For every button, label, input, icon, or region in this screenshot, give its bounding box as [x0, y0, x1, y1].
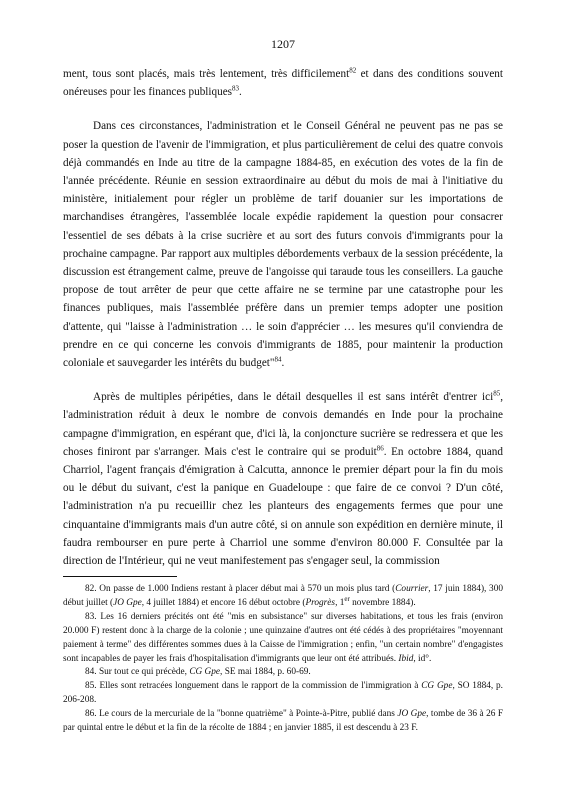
footnote: [63, 680, 503, 708]
footnotes: [63, 583, 503, 736]
footnote: [63, 611, 503, 667]
note-reference: 85: [493, 389, 501, 398]
text-run: .: [239, 86, 242, 99]
text-run: Après de multiples péripéties, dans le détail desquelles il est sans intérêt d'entrer ici: [93, 391, 494, 404]
text-run: 84. Sur tout ce qui précède,: [85, 667, 190, 678]
text-run: 83. Les 16 derniers précités ont été "mis en subsistance" sur diverses habitations, et tous les frais (environ 20.000 F) restent donc à la charge de la colonie ; une quinzaine d'autres ont été cédés à des propriétaires "moyennant paiement à terme" des différentes sommes dues à la Caisse de l'immigration ; enfin, "un certain nombre" d'engagistes sont incapables de payer les frais d'hospitalisation d'immigrants que leur ont été attribués.: [63, 611, 503, 664]
main-text: [63, 65, 503, 570]
text-run: , 17 juin 1884), 300 début juillet (: [63, 584, 503, 608]
text-run: 85. Elles sont retracées longuement dans le rapport de la commission de l'immigration à: [85, 681, 422, 692]
text-run: .: [281, 357, 285, 370]
note-reference: 84: [274, 355, 282, 364]
text-run: , id°.: [413, 653, 432, 664]
italic-text: Progrès: [305, 597, 336, 608]
paragraph: [63, 388, 503, 570]
footnote: [63, 583, 503, 611]
paragraph: [63, 65, 503, 101]
footnote-separator: [63, 576, 177, 577]
paragraph: [63, 117, 503, 372]
text-run: . En octobre 1884, quand Charriol, l'agent français d'émigration à Calcutta, annonce le premier départ pour la fin du mois ou le début du suivant, c'est la panique en Guadeloupe : que faire de ce convoi ? D'un côté, l'administration n'a pu recueillir chez les planteurs des engagements fermes que pour une cinquantaine d'immigrants mais d'un autre côté, si on annule son expédition en dernière minute, il faudra rembourser en pure perte à Charriol une somme d'environ 80.000 F. Consultée par la direction de l'Intérieur, qui ne veut manifestement pas s'engager seul, la commission: [63, 445, 503, 568]
text-run: 86. Le cours de la mercuriale de la "bonne quatrième" à Pointe-à-Pitre, publié dans: [85, 709, 398, 720]
note-reference: 83: [232, 84, 240, 93]
italic-text: CG Gpe: [189, 667, 221, 678]
italic-text: Courrier: [395, 584, 429, 594]
note-reference: 86: [376, 444, 384, 453]
text-run: Dans ces circonstances, l'administration et le Conseil Général ne peuvent pas ne pas se poser la question de l'avenir de l'immigration, et plus particulièrement de celui des quatre convois déjà commandés en Inde au titre de la campagne 1884-85, en exécution des votes de la fin de l'année précédente. Réunie en session extraordinaire au début du mois de mai à l'initiative du ministère, initialement pour régler un problème de tarif douanier sur les importations de marchandises étrangères, l'assemblée locale expédie rapidement la question pour consacrer l'essentiel de ses débats à la crise sucrière et au sort des futurs convois d'immigrants pour la prochaine campagne. Par rapport aux multiples débordements verbaux de la session précédente, la discussion est étrangement calme, preuve de l'angoisse qui taraude tous les conseillers. La gauche propose de tout arrêter de peur que cette affaire ne se termine par une catastrophe pour les finances publiques, mais l'assemblée préfère dans un premier temps adopter une position d'attente, qui "laisse à l'administration … le soin d'apprécier … les mesures qu'il conviendra de prendre en ce qui concerne les convois d'immigrants de 1885, pour maintenir la production coloniale et sauvegarder les intérêts du budget": [63, 120, 503, 370]
page-number: 1207: [271, 37, 295, 51]
text-run: , l'administration réduit à deux le nombre de convois demandés en Inde pour la prochaine campagne d'immigration, en espérant que, d'ici là, la conjoncture sucrière se redressera et que les choses finiront par s'arranger. Mais c'est le contraire qui se produit: [63, 391, 503, 458]
text-run: , tombe de 36 à 26 F par quintal entre le début et la fin de la récolte de 1884 ; en janvier 1885, il est descendu à 23 F.: [63, 709, 503, 734]
text-run: , 1: [335, 597, 345, 608]
text-run: , SO 1884, p. 206-208.: [63, 681, 504, 706]
text-run: , 4 juillet 1884) et encore 16 début octobre (: [141, 597, 306, 608]
text-run: novembre 1884).: [349, 597, 416, 608]
italic-text: CG Gpe: [421, 681, 453, 692]
text-run: 82. On passe de 1.000 Indiens restant à placer début mai à 570 un mois plus tard (: [85, 584, 396, 594]
footnote: [63, 666, 503, 680]
italic-text: JO Gpe: [397, 709, 427, 720]
italic-text: Ibid: [398, 653, 414, 664]
note-reference: er: [344, 594, 350, 603]
italic-text: JO Gpe: [113, 597, 142, 608]
text-run: , SE mai 1884, p. 60-69.: [220, 667, 311, 678]
footnote: [63, 708, 503, 736]
note-reference: 82: [349, 66, 357, 75]
text-run: ment, tous sont placés, mais très lentement, très difficilement: [63, 68, 350, 80]
text-run: et dans des conditions souvent onéreuses pour les finances publiques: [63, 68, 503, 99]
